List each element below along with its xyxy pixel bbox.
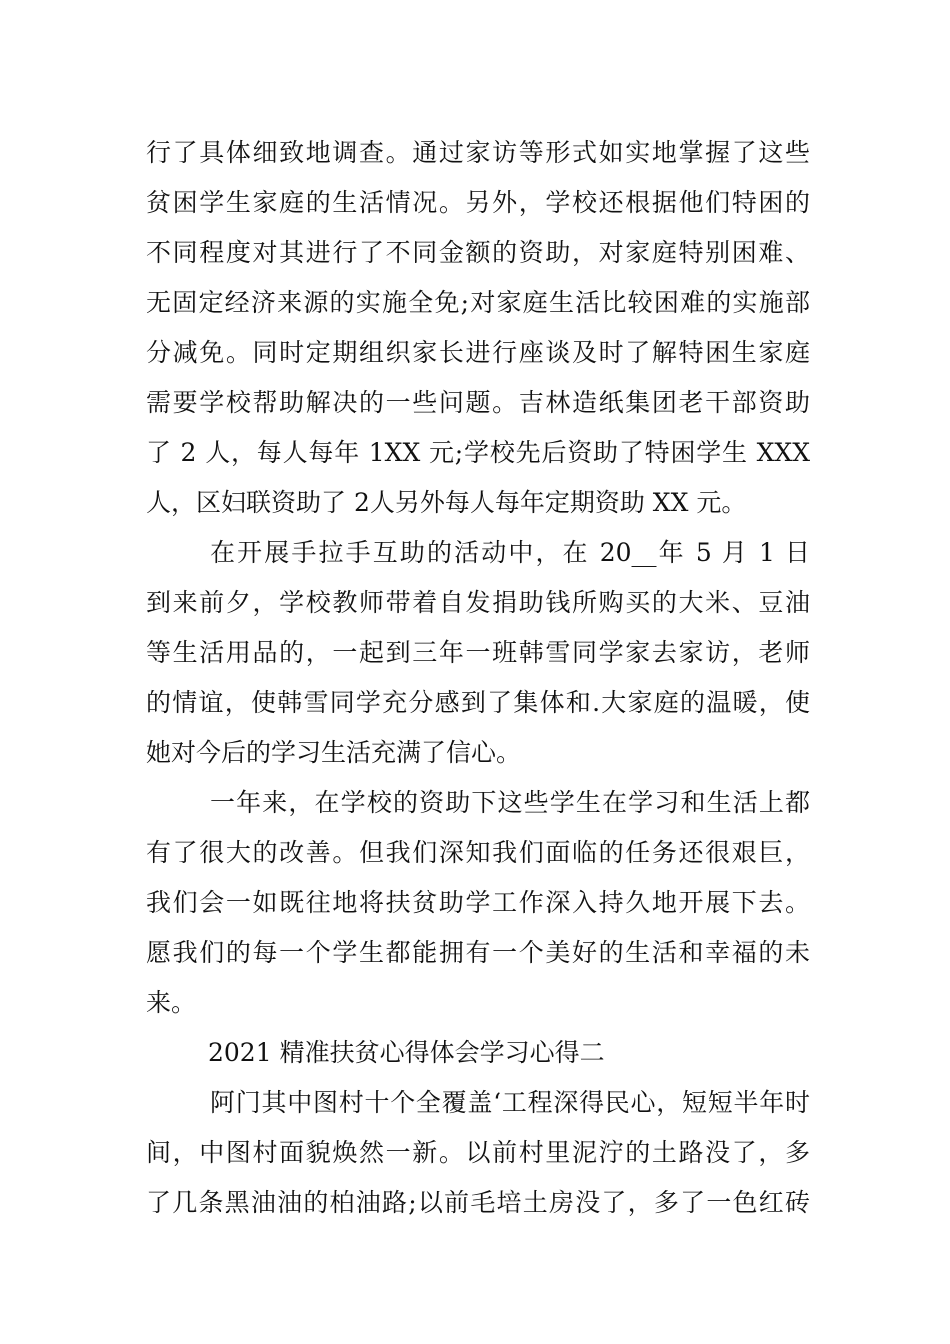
paragraph-line: 贫困学生家庭的生活情况。另外，学校还根据他们特困的 (146, 188, 810, 217)
paragraph-line: 来。 (146, 988, 197, 1017)
section-heading: 2021 精准扶贫心得体会学习心得二 (208, 1038, 605, 1067)
paragraph-2 (146, 528, 810, 778)
paragraph-3 (146, 778, 810, 1028)
paragraph-line: 不同程度对其进行了不同金额的资助，对家庭特别困难、 (146, 238, 810, 267)
paragraph-line: 在开展手拉手互助的活动中，在 20__年 5 月 1 日 (210, 538, 810, 567)
paragraph-line: 愿我们的每一个学生都能拥有一个美好的生活和幸福的未 (146, 938, 810, 967)
paragraph-line: 有了很大的改善。但我们深知我们面临的任务还很艰巨， (146, 838, 810, 867)
paragraph-line: 分减免。同时定期组织家长进行座谈及时了解特困生家庭 (146, 338, 810, 367)
paragraph-line: 了 2 人，每人每年 1XX 元;学校先后资助了特困学生 XXX (146, 438, 810, 467)
paragraph-line: 等生活用品的，一起到三年一班韩雪同学家去家访，老师 (146, 638, 810, 667)
paragraph-line: 她对今后的学习生活充满了信心。 (146, 738, 522, 767)
paragraph-4 (146, 1078, 810, 1228)
paragraph-line: 一年来，在学校的资助下这些学生在学习和生活上都 (210, 788, 810, 817)
paragraph-line: 间，中图村面貌焕然一新。以前村里泥泞的土路没了，多 (146, 1138, 810, 1167)
paragraph-line: 阿门其中图村十个全覆盖‘工程深得民心，短短半年时 (210, 1088, 810, 1117)
paragraph-1 (146, 128, 810, 528)
paragraph-line: 需要学校帮助解决的一些问题。吉林造纸集团老干部资助 (146, 388, 810, 417)
paragraph-line: 我们会一如既往地将扶贫助学工作深入持久地开展下去。 (146, 888, 810, 917)
paragraph-line: 人，区妇联资助了 2人另外每人每年定期资助 XX 元。 (146, 488, 747, 517)
paragraph-line: 到来前夕，学校教师带着自发捐助钱所购买的大米、豆油 (146, 588, 810, 617)
paragraph-line: 无固定经济来源的实施全免;对家庭生活比较困难的实施部 (146, 288, 810, 317)
paragraph-line: 行了具体细致地调查。通过家访等形式如实地掌握了这些 (146, 138, 810, 167)
paragraph-line: 了几条黑油油的柏油路;以前毛培土房没了，多了一色红砖 (146, 1188, 810, 1217)
paragraph-line: 的情谊，使韩雪同学充分感到了集体和.大家庭的温暖，使 (146, 688, 810, 717)
document-body (146, 128, 810, 1228)
